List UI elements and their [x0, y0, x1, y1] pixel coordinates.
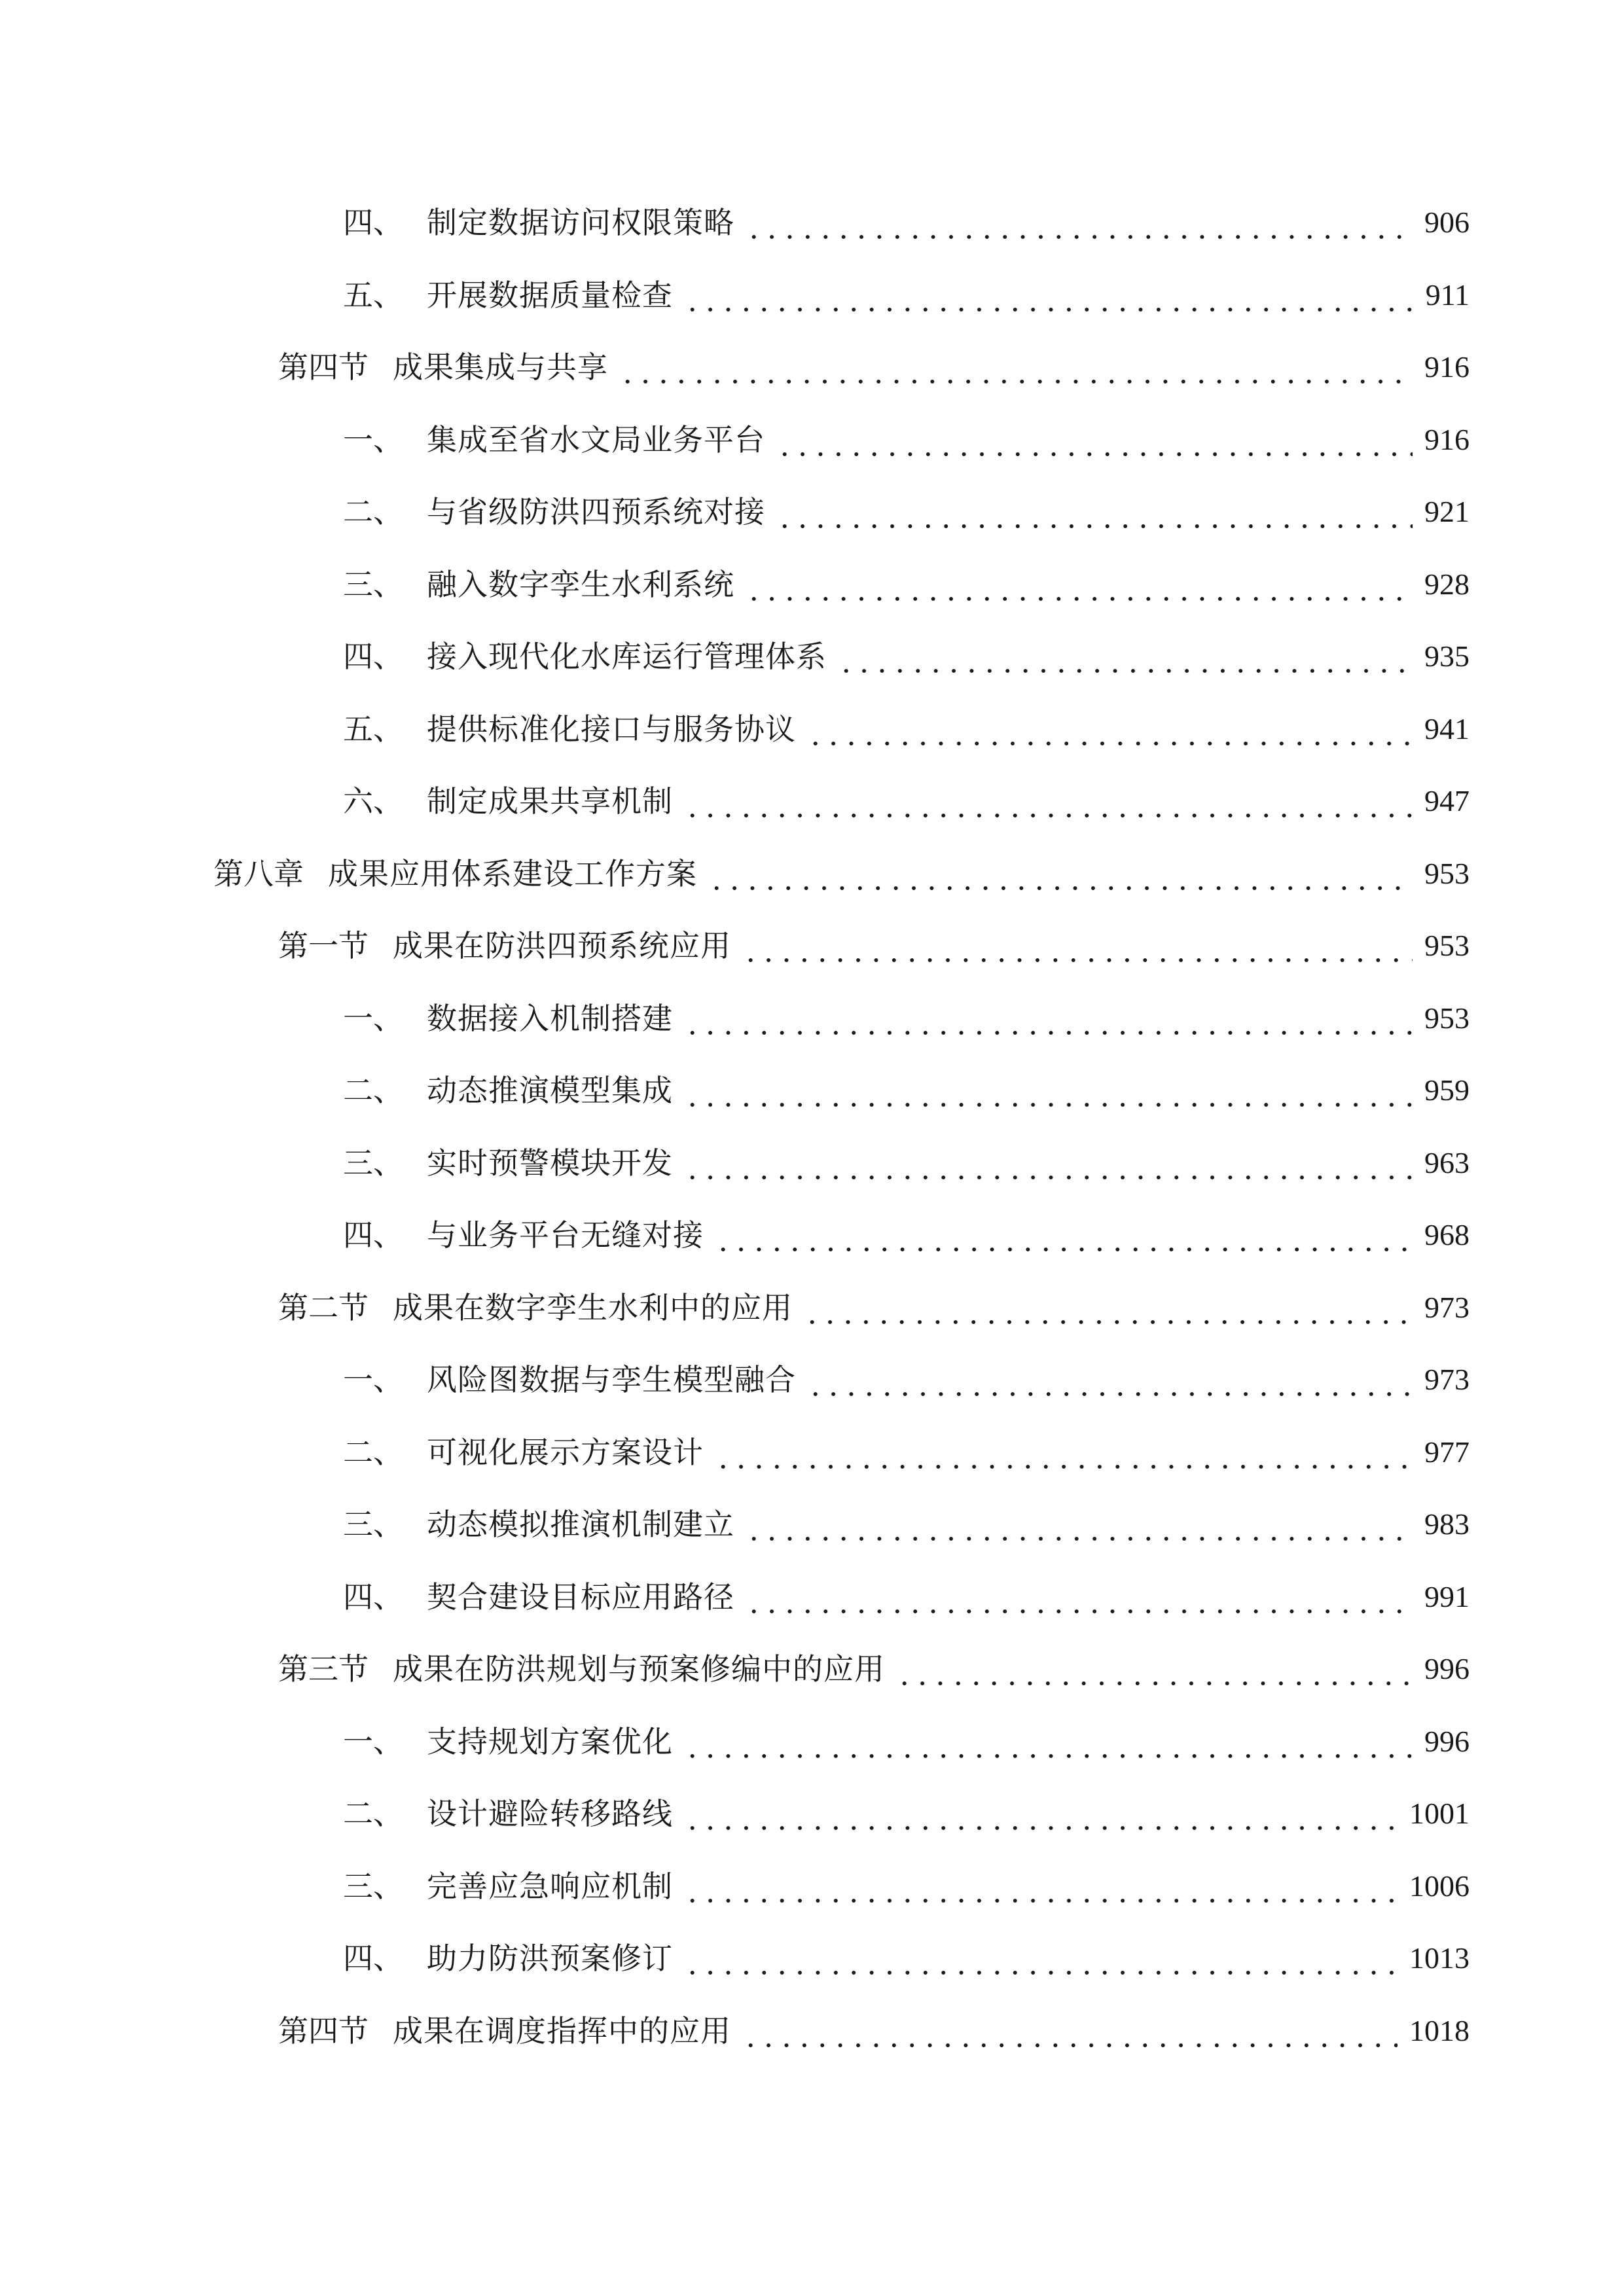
toc-entry[interactable] [278, 1640, 1470, 1690]
toc-entry[interactable] [213, 845, 1470, 895]
toc-entry-number: 三、 [343, 1869, 403, 1904]
toc-entry[interactable] [343, 700, 1470, 750]
toc-entry-number: 四、 [343, 1217, 403, 1253]
dot-leader [776, 419, 1413, 461]
toc-entry-page-number: 1006 [1409, 1869, 1470, 1903]
toc-entry[interactable] [343, 1713, 1470, 1763]
toc-entry-page-number: 959 [1424, 1073, 1470, 1107]
toc-entry-page-number: 916 [1424, 350, 1470, 384]
toc-entry-number: 三、 [343, 1507, 403, 1542]
toc-entry-title: 动态推演模型集成 [427, 1073, 673, 1108]
toc-entry-number: 三、 [343, 1145, 403, 1181]
toc-entry[interactable] [343, 556, 1470, 605]
toc-entry-page-number: 1018 [1409, 2014, 1470, 2047]
dot-leader [714, 1214, 1413, 1256]
toc-entry-title: 成果在调度指挥中的应用 [393, 2013, 731, 2049]
toc-entry[interactable] [343, 1568, 1470, 1618]
dot-leader [745, 1503, 1413, 1545]
toc-entry-title: 动态模拟推演机制建立 [427, 1507, 734, 1542]
toc-entry-page-number: 953 [1424, 857, 1470, 890]
toc-entry-title: 集成至省水文局业务平台 [427, 422, 765, 457]
toc-entry-number: 四、 [343, 205, 403, 240]
toc-entry-title: 完善应急响应机制 [427, 1869, 673, 1904]
toc-entry-page-number: 953 [1424, 929, 1470, 962]
toc-entry-title: 成果在防洪四预系统应用 [393, 928, 731, 963]
toc-entry[interactable] [278, 2002, 1470, 2052]
toc-entry-number: 一、 [343, 1001, 403, 1036]
toc-entry-number: 二、 [343, 1435, 403, 1470]
dot-leader [745, 564, 1413, 605]
toc-entry-number: 第一节 [278, 928, 369, 963]
toc-entry-page-number: 928 [1424, 567, 1470, 601]
toc-entry-title: 融入数字孪生水利系统 [427, 567, 734, 602]
dot-leader [895, 1648, 1413, 1690]
dot-leader [683, 1865, 1398, 1907]
toc-entry[interactable] [343, 266, 1470, 316]
toc-entry[interactable] [343, 1496, 1470, 1545]
toc-entry[interactable] [343, 1206, 1470, 1256]
toc-entry[interactable] [278, 338, 1470, 388]
toc-entry-page-number: 941 [1424, 712, 1470, 745]
toc-entry-page-number: 991 [1424, 1580, 1470, 1613]
toc-entry-number: 四、 [343, 1579, 403, 1615]
toc-entry-number: 二、 [343, 1073, 403, 1108]
toc-entry-page-number: 973 [1424, 1363, 1470, 1396]
dot-leader [683, 780, 1413, 822]
toc-entry[interactable] [343, 990, 1470, 1039]
toc-entry-number: 第三节 [278, 1651, 369, 1687]
toc-entry-title: 风险图数据与孪生模型融合 [427, 1362, 796, 1397]
toc-entry-number: 六、 [343, 783, 403, 819]
toc-entry-number: 一、 [343, 1362, 403, 1397]
dot-leader [742, 925, 1413, 967]
toc-entry[interactable] [343, 1351, 1470, 1401]
toc-entry[interactable] [343, 411, 1470, 461]
toc-entry-number: 第四节 [278, 350, 369, 385]
toc-entry-number: 一、 [343, 422, 403, 457]
toc-entry-number: 第四节 [278, 2013, 369, 2049]
dot-leader [683, 1721, 1413, 1763]
toc-entry[interactable] [343, 628, 1470, 677]
toc-entry-title: 实时预警模块开发 [427, 1145, 673, 1181]
dot-leader [742, 2010, 1398, 2052]
toc-entry-number: 一、 [343, 1724, 403, 1759]
toc-entry[interactable] [278, 1279, 1470, 1329]
toc-entry-title: 可视化展示方案设计 [427, 1435, 704, 1470]
toc-entry-page-number: 911 [1425, 278, 1470, 312]
toc-entry-number: 第二节 [278, 1290, 369, 1325]
toc-entry-number: 四、 [343, 639, 403, 674]
toc-entry[interactable] [343, 1134, 1470, 1184]
dot-leader [683, 1069, 1413, 1111]
toc-entry[interactable] [343, 1929, 1470, 1979]
toc-entry-page-number: 968 [1424, 1218, 1470, 1251]
dot-leader [745, 1576, 1413, 1618]
toc-entry-title: 提供标准化接口与服务协议 [427, 711, 796, 747]
toc-entry-number: 五、 [343, 711, 403, 747]
dot-leader [683, 274, 1414, 316]
toc-entry-title: 制定数据访问权限策略 [427, 205, 734, 240]
toc-entry-title: 与省级防洪四预系统对接 [427, 494, 765, 529]
dot-leader [745, 202, 1413, 243]
toc-entry-page-number: 916 [1424, 423, 1470, 456]
toc-entry[interactable] [343, 194, 1470, 243]
toc-entry-title: 助力防洪预案修订 [427, 1941, 673, 1976]
toc-entry-page-number: 977 [1424, 1435, 1470, 1469]
toc-entry-page-number: 935 [1424, 639, 1470, 673]
toc-entry-title: 与业务平台无缝对接 [427, 1217, 704, 1253]
dot-leader [806, 708, 1413, 750]
toc-entry-title: 成果在防洪规划与预案修编中的应用 [393, 1651, 885, 1687]
toc-entry-title: 成果集成与共享 [393, 350, 608, 385]
toc-entry-number: 二、 [343, 1796, 403, 1831]
dot-leader [683, 1793, 1398, 1835]
dot-leader [683, 1142, 1413, 1184]
toc-entry-number: 二、 [343, 494, 403, 529]
toc-entry-page-number: 963 [1424, 1146, 1470, 1179]
toc-entry-page-number: 996 [1424, 1725, 1470, 1758]
toc-entry-page-number: 1013 [1409, 1941, 1470, 1975]
dot-leader [803, 1287, 1413, 1329]
toc-entry[interactable] [343, 1062, 1470, 1111]
toc-entry-title: 设计避险转移路线 [427, 1796, 673, 1831]
toc-entry-title: 成果在数字孪生水利中的应用 [393, 1290, 793, 1325]
toc-entry-title: 数据接入机制搭建 [427, 1001, 673, 1036]
toc-entry[interactable] [343, 483, 1470, 533]
dot-leader [708, 853, 1413, 895]
toc-entry-page-number: 996 [1424, 1652, 1470, 1685]
toc-entry-number: 五、 [343, 278, 403, 313]
dot-leader [683, 1937, 1398, 1979]
dot-leader [776, 491, 1413, 533]
toc-entry-title: 开展数据质量检查 [427, 278, 673, 313]
dot-leader [619, 346, 1413, 388]
toc-entry-title: 成果应用体系建设工作方案 [328, 856, 697, 891]
dot-leader [837, 636, 1413, 677]
toc-entry[interactable] [343, 1857, 1470, 1907]
toc-entry-number: 三、 [343, 567, 403, 602]
toc-entry-page-number: 983 [1424, 1507, 1470, 1541]
dot-leader [683, 997, 1413, 1039]
toc-entry-number: 第八章 [213, 856, 304, 891]
toc-entry-page-number: 906 [1424, 206, 1470, 239]
toc-entry-title: 接入现代化水库运行管理体系 [427, 639, 827, 674]
toc-entry-page-number: 953 [1424, 1001, 1470, 1035]
toc-entry[interactable] [343, 1424, 1470, 1473]
toc-entry[interactable] [278, 917, 1470, 967]
dot-leader [806, 1359, 1413, 1401]
dot-leader [714, 1431, 1413, 1473]
toc-entry[interactable] [343, 772, 1470, 822]
toc-entry-title: 制定成果共享机制 [427, 783, 673, 819]
toc-entry-page-number: 921 [1424, 495, 1470, 528]
toc-entry-title: 支持规划方案优化 [427, 1724, 673, 1759]
toc-entry-page-number: 1001 [1409, 1797, 1470, 1830]
toc-entry[interactable] [343, 1785, 1470, 1835]
toc-entry-number: 四、 [343, 1941, 403, 1976]
toc-entry-page-number: 947 [1424, 784, 1470, 817]
toc-entry-title: 契合建设目标应用路径 [427, 1579, 734, 1615]
toc-entry-page-number: 973 [1424, 1291, 1470, 1324]
